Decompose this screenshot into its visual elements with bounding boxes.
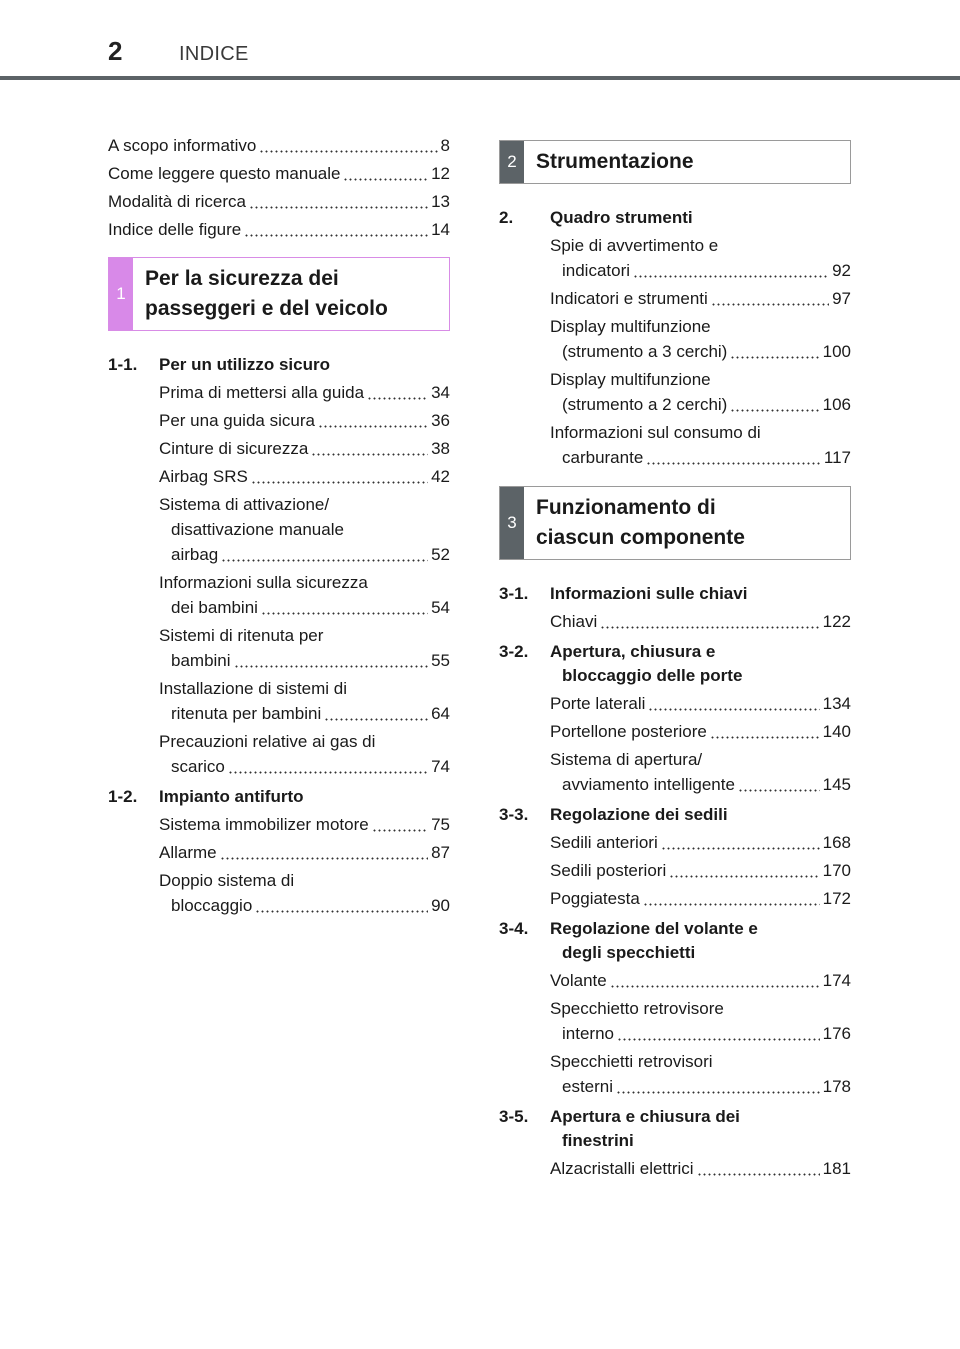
toc-entry[interactable] bbox=[159, 467, 450, 487]
section-title bbox=[133, 258, 400, 330]
toc-entry-line bbox=[550, 833, 851, 853]
dot-leader bbox=[244, 234, 428, 237]
chapter-heading[interactable] bbox=[499, 919, 851, 963]
chapter-title-line: bloccaggio delle porte bbox=[562, 666, 743, 685]
page-ref: 90 bbox=[431, 896, 450, 915]
dot-leader bbox=[251, 481, 428, 484]
dot-leader bbox=[710, 736, 820, 739]
page-ref: 87 bbox=[431, 843, 450, 862]
section-title bbox=[524, 487, 757, 559]
page-ref: 97 bbox=[832, 289, 851, 308]
toc-entry[interactable] bbox=[550, 750, 851, 795]
entry-label: Chiavi bbox=[550, 612, 598, 631]
entry-label[interactable]: A scopo informativo bbox=[108, 136, 257, 155]
section-number-tab: 2 bbox=[500, 141, 524, 183]
section-3-block bbox=[499, 486, 851, 1179]
page-title: INDICE bbox=[179, 43, 249, 65]
dot-leader bbox=[600, 626, 819, 629]
entry-label[interactable]: Modalità di ricerca bbox=[108, 192, 246, 211]
entry-label[interactable]: Come leggere questo manuale bbox=[108, 164, 341, 183]
intro-entry[interactable] bbox=[108, 164, 450, 184]
dot-leader bbox=[661, 847, 820, 850]
chapter-heading[interactable] bbox=[108, 787, 450, 807]
toc-entry-line bbox=[159, 843, 450, 863]
header-divider bbox=[0, 76, 960, 80]
toc-entry-line bbox=[550, 861, 851, 881]
entry-label-line: Installazione di sistemi di bbox=[159, 679, 348, 698]
chapter-title bbox=[159, 355, 450, 375]
chapter-number: 3-1. bbox=[499, 584, 529, 603]
dot-leader bbox=[648, 708, 819, 711]
page-ref: 117 bbox=[823, 448, 851, 467]
section-title bbox=[524, 141, 706, 183]
section-header[interactable] bbox=[499, 140, 851, 184]
toc-entry-line bbox=[550, 1159, 851, 1179]
section-1-block bbox=[108, 257, 450, 916]
page-ref: 36 bbox=[431, 411, 450, 430]
chapter-entries bbox=[499, 1159, 851, 1179]
entry-label: bambini bbox=[171, 651, 231, 670]
toc-entry-line bbox=[550, 971, 851, 991]
section-header[interactable] bbox=[499, 486, 851, 560]
toc-entry[interactable] bbox=[550, 423, 851, 468]
entry-label: avviamento intelligente bbox=[562, 775, 735, 794]
dot-leader bbox=[221, 559, 428, 562]
page-ref: 100 bbox=[822, 342, 851, 361]
section-title-line: Strumentazione bbox=[536, 150, 694, 173]
page-ref: 178 bbox=[822, 1077, 851, 1096]
toc-entry-line bbox=[550, 261, 851, 281]
toc-entry[interactable] bbox=[550, 999, 851, 1044]
dot-leader bbox=[643, 903, 820, 906]
page-ref[interactable]: 8 bbox=[440, 136, 450, 155]
page-ref: 38 bbox=[431, 439, 450, 458]
entry-label-line: Doppio sistema di bbox=[159, 871, 295, 890]
toc-entry-line bbox=[550, 722, 851, 742]
toc-entry[interactable] bbox=[550, 370, 851, 415]
dot-leader bbox=[255, 910, 428, 913]
toc-entry-line bbox=[159, 757, 450, 777]
entry-label-line: Display multifunzione bbox=[550, 370, 711, 389]
chapter-heading[interactable] bbox=[499, 584, 851, 604]
page-ref: 145 bbox=[822, 775, 851, 794]
toc-entry[interactable] bbox=[159, 871, 450, 916]
entry-label: esterni bbox=[562, 1077, 614, 1096]
toc-entry-line bbox=[159, 467, 450, 487]
chapter-entries bbox=[108, 383, 450, 777]
dot-leader bbox=[617, 1038, 820, 1041]
entry-label-line: Informazioni sulla sicurezza bbox=[159, 573, 368, 592]
section-title-line: passeggeri e del veicolo bbox=[145, 297, 388, 320]
dot-leader bbox=[711, 303, 829, 306]
entry-label: Allarme bbox=[159, 843, 217, 862]
entry-label: indicatori bbox=[562, 261, 631, 280]
toc-entry[interactable] bbox=[550, 694, 851, 714]
chapter-entries bbox=[499, 612, 851, 632]
dot-leader bbox=[730, 409, 819, 412]
section-2-block bbox=[499, 140, 851, 468]
dot-leader bbox=[730, 356, 819, 359]
page-ref: 176 bbox=[822, 1024, 851, 1043]
toc-entry-line bbox=[550, 612, 851, 632]
toc-entry-line bbox=[159, 383, 450, 403]
entry-label: Airbag SRS bbox=[159, 467, 248, 486]
entry-label: Prima di mettersi alla guida bbox=[159, 383, 365, 402]
intro-entry[interactable] bbox=[108, 192, 450, 212]
dot-leader bbox=[610, 985, 820, 988]
chapter-title-line: finestrini bbox=[562, 1131, 634, 1150]
entry-label: Sedili posteriori bbox=[550, 861, 667, 880]
chapter-title bbox=[550, 208, 851, 228]
entry-label: dei bambini bbox=[171, 598, 258, 617]
chapter-title bbox=[550, 584, 851, 604]
toc-entry[interactable] bbox=[159, 843, 450, 863]
toc-entry-line bbox=[159, 439, 450, 459]
toc-entry-line bbox=[550, 448, 851, 468]
toc-entry[interactable] bbox=[550, 1052, 851, 1097]
chapter-title bbox=[550, 642, 851, 686]
page-ref: 52 bbox=[431, 545, 450, 564]
page-number: 2 bbox=[108, 36, 123, 66]
dot-leader bbox=[311, 453, 428, 456]
entry-label: ritenuta per bambini bbox=[171, 704, 322, 723]
toc-entry-line bbox=[550, 775, 851, 795]
toc-entry[interactable] bbox=[550, 612, 851, 632]
intro-entry[interactable] bbox=[108, 136, 450, 156]
chapter-heading[interactable] bbox=[499, 805, 851, 825]
page-ref: 42 bbox=[431, 467, 450, 486]
entry-label-line: Sistemi di ritenuta per bbox=[159, 626, 324, 645]
intro-entry[interactable] bbox=[108, 220, 450, 240]
chapter-title-line: Informazioni sulle chiavi bbox=[550, 584, 748, 603]
intro-entries bbox=[108, 136, 450, 240]
entry-label: (strumento a 3 cerchi) bbox=[562, 342, 728, 361]
dot-leader bbox=[318, 425, 428, 428]
toc-entry[interactable] bbox=[159, 495, 450, 565]
toc-entry[interactable] bbox=[159, 383, 450, 403]
chapter-title-line: Regolazione dei sedili bbox=[550, 805, 728, 824]
chapter-heading[interactable] bbox=[499, 642, 851, 686]
dot-leader bbox=[372, 829, 428, 832]
toc-entry-line bbox=[159, 545, 450, 565]
chapter-heading[interactable] bbox=[108, 355, 450, 375]
toc-entry-line bbox=[550, 694, 851, 714]
entry-label-line: Precauzioni relative ai gas di bbox=[159, 732, 376, 751]
page-ref: 64 bbox=[431, 704, 450, 723]
entry-label-line: Spie di avvertimento e bbox=[550, 236, 719, 255]
entry-label: carburante bbox=[562, 448, 644, 467]
page-ref: 122 bbox=[822, 612, 851, 631]
toc-entry[interactable] bbox=[159, 679, 450, 724]
chapter-title bbox=[159, 787, 450, 807]
entry-label: Volante bbox=[550, 971, 607, 990]
page-ref: 54 bbox=[431, 598, 450, 617]
toc-entry-line bbox=[159, 651, 450, 671]
toc-entry-line bbox=[550, 289, 851, 309]
entry-label: Sistema immobilizer motore bbox=[159, 815, 369, 834]
dot-leader bbox=[367, 397, 428, 400]
dot-leader bbox=[259, 150, 437, 153]
toc-entry[interactable] bbox=[550, 971, 851, 991]
chapter-title bbox=[550, 1107, 851, 1151]
toc-entry[interactable] bbox=[550, 889, 851, 909]
entry-label: Portellone posteriore bbox=[550, 722, 707, 741]
toc-entry-line bbox=[550, 1077, 851, 1097]
toc-entry[interactable] bbox=[159, 815, 450, 835]
dot-leader bbox=[249, 206, 428, 209]
toc-entry[interactable] bbox=[159, 411, 450, 431]
dot-leader bbox=[220, 857, 428, 860]
chapter-title-line: Regolazione del volante e bbox=[550, 919, 758, 938]
toc-entry-line bbox=[159, 815, 450, 835]
toc-entry-line bbox=[550, 395, 851, 415]
page-ref: 174 bbox=[822, 971, 851, 990]
chapter-number: 3-2. bbox=[499, 642, 529, 661]
chapter-title bbox=[550, 919, 851, 963]
entry-label-line: Specchietti retrovisori bbox=[550, 1052, 713, 1071]
chapter-entries bbox=[499, 833, 851, 909]
page-ref: 74 bbox=[431, 757, 450, 776]
chapter-title-line: degli specchietti bbox=[562, 943, 696, 962]
toc-entry[interactable] bbox=[550, 861, 851, 881]
toc-entry-line bbox=[550, 342, 851, 362]
entry-label-line: Specchietto retrovisore bbox=[550, 999, 724, 1018]
chapter-number: 3-4. bbox=[499, 919, 529, 938]
chapter-number: 3-5. bbox=[499, 1107, 529, 1126]
entry-label: airbag bbox=[171, 545, 219, 564]
page-ref[interactable]: 12 bbox=[431, 164, 450, 183]
entry-label-line: Informazioni sul consumo di bbox=[550, 423, 761, 442]
toc-entry[interactable] bbox=[550, 317, 851, 362]
page-ref: 134 bbox=[822, 694, 851, 713]
toc-entry[interactable] bbox=[550, 289, 851, 309]
entry-label: Porte laterali bbox=[550, 694, 646, 713]
toc-entry-line bbox=[159, 896, 450, 916]
toc-entry[interactable] bbox=[550, 833, 851, 853]
dot-leader bbox=[324, 718, 428, 721]
dot-leader bbox=[343, 178, 428, 181]
dot-leader bbox=[228, 771, 428, 774]
dot-leader bbox=[697, 1173, 820, 1176]
chapter-heading[interactable] bbox=[499, 208, 851, 228]
chapter-entries bbox=[108, 815, 450, 916]
page-ref: 168 bbox=[822, 833, 851, 852]
toc-right-column bbox=[499, 140, 851, 1179]
entry-label[interactable]: Indice delle figure bbox=[108, 220, 242, 239]
toc-entry-line bbox=[159, 598, 450, 618]
entry-label: Sedili anteriori bbox=[550, 833, 658, 852]
chapter-title-line: Apertura, chiusura e bbox=[550, 642, 716, 661]
chapter-entries bbox=[499, 971, 851, 1097]
chapter-title-line: Apertura e chiusura dei bbox=[550, 1107, 740, 1126]
toc-entry[interactable] bbox=[159, 732, 450, 777]
entry-label: interno bbox=[562, 1024, 614, 1043]
page-header bbox=[0, 0, 960, 80]
entry-label-line: Sistema di apertura/ bbox=[550, 750, 703, 769]
toc-entry[interactable] bbox=[550, 722, 851, 742]
chapter-number: 3-3. bbox=[499, 805, 529, 824]
entry-label: Cinture di sicurezza bbox=[159, 439, 309, 458]
page-ref: 106 bbox=[822, 395, 851, 414]
entry-label: Alzacristalli elettrici bbox=[550, 1159, 694, 1178]
chapter-heading[interactable] bbox=[499, 1107, 851, 1151]
entry-label: bloccaggio bbox=[171, 896, 253, 915]
entry-label: Per una guida sicura bbox=[159, 411, 315, 430]
chapter-number: 1-1. bbox=[108, 355, 138, 374]
toc-entry[interactable] bbox=[159, 439, 450, 459]
entry-label-line: Display multifunzione bbox=[550, 317, 711, 336]
dot-leader bbox=[234, 665, 429, 668]
entry-label: Poggiatesta bbox=[550, 889, 640, 908]
toc-entry-line bbox=[159, 704, 450, 724]
page-ref: 181 bbox=[822, 1159, 851, 1178]
page-ref: 140 bbox=[822, 722, 851, 741]
dot-leader bbox=[633, 275, 829, 278]
page-ref[interactable]: 13 bbox=[431, 192, 450, 211]
toc-entry[interactable] bbox=[550, 1159, 851, 1179]
toc-entry-line bbox=[550, 889, 851, 909]
chapter-number: 1-2. bbox=[108, 787, 138, 806]
section-title-line: Per la sicurezza dei bbox=[145, 267, 339, 290]
section-number-tab: 3 bbox=[500, 487, 524, 559]
entry-label: scarico bbox=[171, 757, 225, 776]
chapter-entries bbox=[499, 694, 851, 795]
entry-label: (strumento a 2 cerchi) bbox=[562, 395, 728, 414]
page-ref: 34 bbox=[431, 383, 450, 402]
chapter-title-line: Quadro strumenti bbox=[550, 208, 693, 227]
section-header[interactable] bbox=[108, 257, 450, 331]
dot-leader bbox=[616, 1091, 820, 1094]
toc-entry-line bbox=[550, 1024, 851, 1044]
chapter-title-line: Impianto antifurto bbox=[159, 787, 304, 806]
entry-label-line: disattivazione manuale bbox=[171, 520, 344, 539]
page-ref[interactable]: 14 bbox=[431, 220, 450, 239]
page-ref: 92 bbox=[832, 261, 851, 280]
chapter-title-line: Per un utilizzo sicuro bbox=[159, 355, 330, 374]
toc-entry[interactable] bbox=[550, 236, 851, 281]
toc-left-column bbox=[108, 136, 450, 916]
chapter-title bbox=[550, 805, 851, 825]
section-number-tab: 1 bbox=[109, 258, 133, 330]
toc-entry[interactable] bbox=[159, 573, 450, 618]
entry-label-line: Sistema di attivazione/ bbox=[159, 495, 330, 514]
page-ref: 172 bbox=[822, 889, 851, 908]
page-ref: 75 bbox=[431, 815, 450, 834]
dot-leader bbox=[646, 462, 821, 465]
dot-leader bbox=[261, 612, 428, 615]
page-ref: 170 bbox=[822, 861, 851, 880]
chapter-number: 2. bbox=[499, 208, 514, 227]
page-ref: 55 bbox=[431, 651, 450, 670]
dot-leader bbox=[738, 789, 820, 792]
section-title-line: ciascun componente bbox=[536, 526, 745, 549]
toc-entry-line bbox=[159, 411, 450, 431]
section-title-line: Funzionamento di bbox=[536, 496, 716, 519]
dot-leader bbox=[669, 875, 819, 878]
toc-entry[interactable] bbox=[159, 626, 450, 671]
chapter-entries bbox=[499, 236, 851, 468]
entry-label: Indicatori e strumenti bbox=[550, 289, 708, 308]
